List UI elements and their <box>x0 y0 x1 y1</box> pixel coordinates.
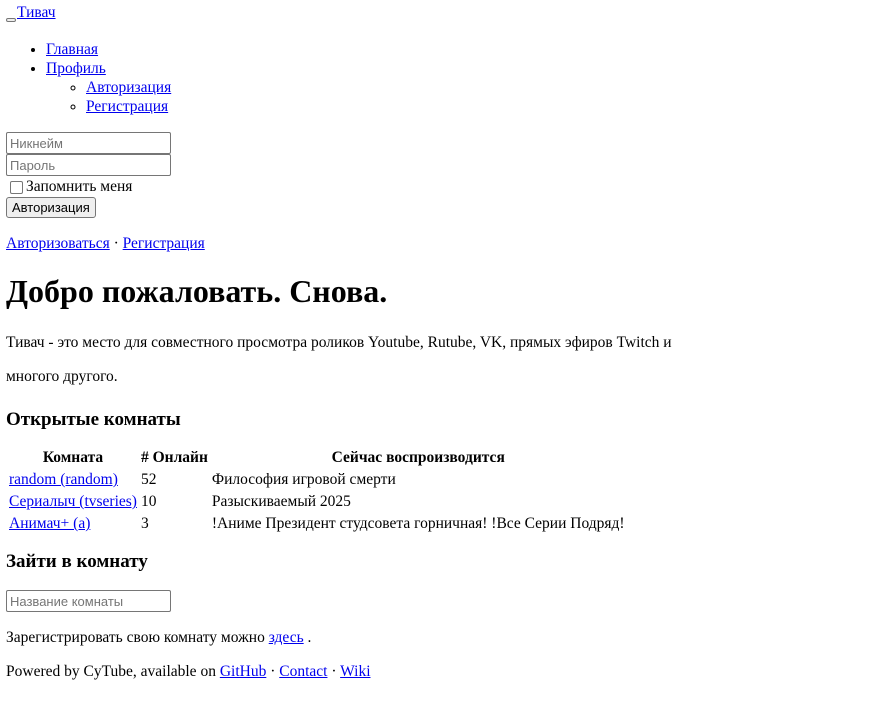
submenu-item-register <box>86 97 877 116</box>
room-playing-cell: !Аниме Президент студсовета горничная! !Все Серии Подряд! <box>211 515 625 532</box>
password-input[interactable] <box>6 154 171 176</box>
room-name-cell <box>8 514 138 534</box>
auth-separator: · <box>113 235 119 252</box>
footer-separator: · <box>270 663 276 680</box>
login-form <box>6 132 877 218</box>
profile-submenu <box>46 78 877 116</box>
nickname-input[interactable] <box>6 132 171 154</box>
table-row <box>8 514 626 534</box>
nav-link-home[interactable]: Главная <box>46 41 99 58</box>
room-playing-cell: Разыскиваемый 2025 <box>211 493 351 510</box>
column-header-online: # Онлайн <box>140 449 208 466</box>
auth-links <box>6 234 877 253</box>
register-room-link[interactable]: здесь <box>268 629 304 646</box>
remember-checkbox[interactable] <box>10 181 23 194</box>
register-room-line <box>6 628 877 647</box>
remember-row <box>6 177 877 197</box>
room-link[interactable]: random (random) <box>9 471 118 488</box>
register-room-end: . <box>307 629 312 646</box>
footer-text: Powered by CyTube, available on <box>6 663 216 680</box>
brand-link[interactable]: Тивач <box>17 4 56 21</box>
join-room-heading: Зайти в комнату <box>6 551 148 572</box>
page <box>0 4 883 681</box>
submenu-link-register[interactable]: Регистрация <box>86 98 169 115</box>
table-row <box>8 470 626 490</box>
navbar-toggle-button[interactable] <box>6 18 16 22</box>
footer-wiki-link[interactable]: Wiki <box>340 663 371 680</box>
room-online-cell: 3 <box>140 515 149 532</box>
column-header-room: Комната <box>42 449 104 466</box>
main-nav <box>6 40 877 116</box>
room-online-cell: 52 <box>140 471 157 488</box>
welcome-text: Тивач - это место для совместного просмотра роликов Youtube, Rutube, VK, прямых эфиров Twitch и многого другого. <box>6 334 672 385</box>
footer <box>6 662 877 681</box>
footer-separator: · <box>331 663 337 680</box>
register-link[interactable]: Регистрация <box>122 235 205 252</box>
login-submit-button[interactable]: Авторизация <box>6 197 96 218</box>
room-name-cell <box>8 470 138 490</box>
room-online-cell: 10 <box>140 493 157 510</box>
rooms-table-header <box>8 448 626 468</box>
column-header-playing: Сейчас воспроизводится <box>331 449 505 466</box>
room-name-input[interactable] <box>6 590 171 612</box>
rooms-table <box>6 446 628 536</box>
table-row <box>8 492 626 512</box>
submenu-link-login[interactable]: Авторизация <box>86 79 172 96</box>
navbar <box>6 4 877 24</box>
room-link[interactable]: Анимач+ (a) <box>9 515 91 532</box>
welcome-title: Добро пожаловать. Снова. <box>6 273 388 309</box>
nav-link-profile[interactable]: Профиль <box>46 60 106 77</box>
footer-contact-link[interactable]: Contact <box>279 663 328 680</box>
join-room-form <box>6 590 877 612</box>
nav-item-profile <box>46 59 877 116</box>
login-link[interactable]: Авторизоваться <box>6 235 110 252</box>
register-room-text: Зарегистрировать свою комнату можно <box>6 629 265 646</box>
footer-github-link[interactable]: GitHub <box>219 663 267 680</box>
remember-label: Запомнить меня <box>26 178 133 195</box>
room-link[interactable]: Сериалыч (tvseries) <box>9 493 137 510</box>
submenu-item-login <box>86 78 877 97</box>
nav-item-home <box>46 40 877 59</box>
room-name-cell <box>8 492 138 512</box>
room-playing-cell: Философия игровой смерти <box>211 471 396 488</box>
open-rooms-heading: Открытые комнаты <box>6 409 181 430</box>
